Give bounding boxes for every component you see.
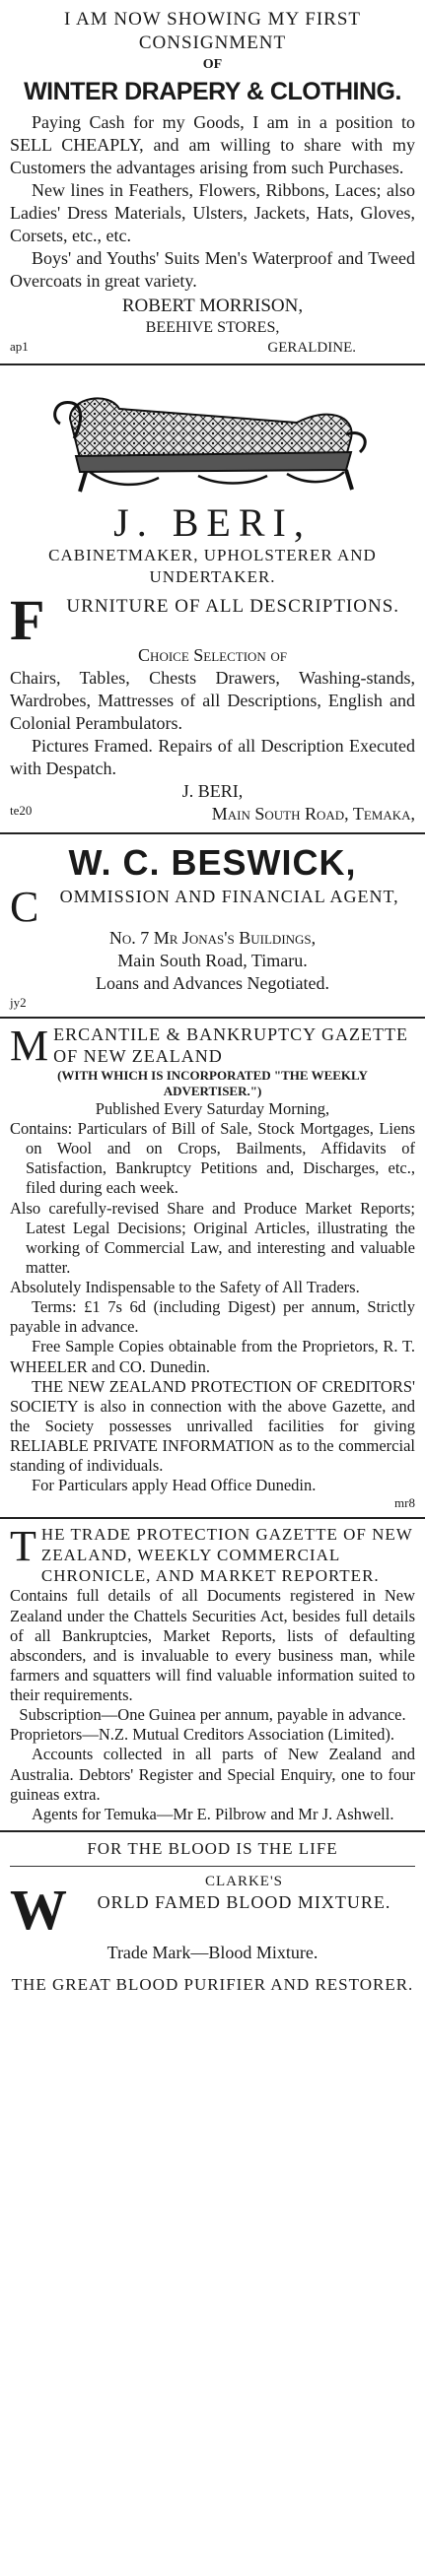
beri-sig: J. BERI, xyxy=(181,781,244,802)
ad1-para1: Paying Cash for my Goods, I am in a position to SELL CHEAPLY, and am willing to share with my Customers the advantages arising from such Purchases. xyxy=(10,111,415,177)
clarkes-world: ORLD FAMED BLOOD MIXTURE. xyxy=(97,1891,391,1912)
morrison-ad xyxy=(0,0,425,358)
ad1-line1: I AM NOW SHOWING MY FIRST xyxy=(63,9,362,30)
ad1-line3: OF xyxy=(202,56,223,72)
clarkes-great: THE GREAT BLOOD PURIFIER AND RESTORER. xyxy=(11,1974,414,1994)
ad1-place: GERALDINE. xyxy=(267,339,356,356)
divider xyxy=(0,363,425,365)
ad1-key: ap1 xyxy=(10,338,29,354)
clarkes-name: CLARKE'S xyxy=(204,1873,284,1889)
mercantile-dropcap: M xyxy=(10,1022,49,1071)
ad1-stores: BEEHIVE STORES, xyxy=(145,319,280,337)
trade-agents: Agents for Temuka—Mr E. Pilbrow and Mr J. Ashwell. xyxy=(32,1804,394,1823)
beswick-addr2: Main South Road, Timaru. xyxy=(117,950,308,970)
mercantile-particulars: For Particulars apply Head Office Dunedin. xyxy=(32,1476,317,1495)
beswick-addr1: No. 7 Mr Jonas's Buildings, xyxy=(108,927,317,948)
beri-footer xyxy=(10,803,415,826)
sofa-icon xyxy=(50,379,376,497)
mercantile-ad xyxy=(0,1024,425,1511)
ad1-para2: New lines in Feathers, Flowers, Ribbons, Laces; also Ladies' Dress Materials, Ulsters, Jackets, Hats, Gloves, Corsets, etc., etc. xyxy=(10,179,415,245)
mercantile-published: Published Every Saturday Morning, xyxy=(95,1098,330,1118)
trade-head: HE TRADE PROTECTION GAZETTE OF NEW ZEALAND, WEEKLY COMMERCIAL CHRONICLE, AND MARKET REPORTER. xyxy=(40,1525,413,1585)
ad1-line2: CONSIGNMENT xyxy=(138,33,287,54)
divider xyxy=(0,1017,425,1019)
beri-ad xyxy=(0,371,425,826)
beswick-name: W. C. BESWICK, xyxy=(68,841,357,883)
beri-key: te20 xyxy=(10,803,33,819)
beswick-dropcap: C xyxy=(10,882,39,931)
mercantile-head-block xyxy=(10,1022,415,1071)
sofa-illustration xyxy=(10,371,415,501)
mercantile-key: mr8 xyxy=(394,1495,415,1511)
clarkes-title-block xyxy=(10,1873,415,1942)
beri-trade: CABINETMAKER, UPHOLSTERER AND UNDERTAKER. xyxy=(48,545,377,586)
beri-pictures: Pictures Framed. Repairs of all Description Executed with Despatch. xyxy=(10,736,415,779)
trade-head-block xyxy=(10,1522,415,1586)
clarkes-ad xyxy=(0,1838,425,1996)
trade-body: Contains full details of all Documents registered in New Zealand under the Chattels Securities Act, besides full details of all Bankruptcies, Market Reports, lists of defaulting absconders, and is invaluable to every business man, while farmers and squatters will find valuable information suited to their requirements. xyxy=(10,1586,415,1705)
mercantile-absolutely: Absolutely Indispensable to the Safety of All Traders. xyxy=(10,1278,360,1297)
ad1-headline: WINTER DRAPERY & CLOTHING. xyxy=(24,77,401,105)
ad1-footer xyxy=(10,339,415,358)
divider xyxy=(10,1866,415,1867)
mercantile-sub: (WITH WHICH IS INCORPORATED "THE WEEKLY ADVERTISER.") xyxy=(57,1068,368,1099)
mercantile-terms: Terms: £1 7s 6d (including Digest) per annum, Strictly payable in advance. xyxy=(10,1297,415,1337)
beri-furniture-block xyxy=(10,588,415,653)
beri-address: Main South Road, Temaka, xyxy=(211,804,415,825)
beswick-loans: Loans and Advances Negotiated. xyxy=(96,972,329,993)
divider xyxy=(0,1830,425,1832)
beswick-key: jy2 xyxy=(10,994,27,1010)
divider xyxy=(0,1517,425,1519)
mercantile-free: Free Sample Copies obtainable from the Proprietors, R. T. WHEELER and CO. Dunedin. xyxy=(10,1337,415,1376)
ad1-name: ROBERT MORRISON, xyxy=(121,295,304,316)
beri-choice: Choice Selection of xyxy=(138,645,287,666)
beri-head: URNITURE OF ALL DESCRIPTIONS. xyxy=(66,596,400,618)
beswick-title-block xyxy=(10,882,415,931)
beswick-title: OMMISSION AND FINANCIAL AGENT, xyxy=(59,886,399,906)
divider xyxy=(0,832,425,834)
trade-accounts: Accounts collected in all parts of New Zealand and Australia. Debtors' Register and Special Enquiry, one to four guineas extra. xyxy=(10,1745,415,1804)
clarkes-dropcap: W xyxy=(10,1877,67,1942)
trade-protection-ad xyxy=(0,1522,425,1824)
beri-name: J. BERI, xyxy=(113,499,312,545)
beri-list: Chairs, Tables, Chests Drawers, Washing-stands, Wardrobes, Mattresses of all Descriptions, English and Colonial Perambulators. xyxy=(10,668,415,734)
mercantile-also: Also carefully-revised Share and Produce Market Reports; Latest Legal Decisions; Original Articles, illustrating the working of Commercial Law, and interesting and valuable matter. xyxy=(10,1198,415,1277)
beri-dropcap: F xyxy=(10,588,45,653)
clarkes-for-blood: FOR THE BLOOD IS THE LIFE xyxy=(87,1838,338,1858)
trade-proprietors: Proprietors—N.Z. Mutual Creditors Association (Limited). xyxy=(10,1725,394,1745)
mercantile-head: ERCANTILE & BANKRUPTCY GAZETTE OF NEW ZEALAND xyxy=(53,1024,408,1067)
mercantile-protection: THE NEW ZEALAND PROTECTION OF CREDITORS' SOCIETY is also in connection with the above Gazette, and the Society possesses unrivalled facilities for giving RELIABLE PRIVATE INFORMATION as to the commercial standing of individuals. xyxy=(10,1376,415,1476)
trade-dropcap: T xyxy=(10,1522,36,1571)
mercantile-contains: Contains: Particulars of Bill of Sale, Stock Mortgages, Liens on Wool and on Crops, Bailments, Affidavits of Satisfaction, Bankruptcy Petitions and, Discharges, etc., filed during each week. xyxy=(10,1119,415,1198)
beswick-ad xyxy=(0,840,425,1012)
ad1-para3: Boys' and Youths' Suits Men's Waterproof and Tweed Overcoats in great variety. xyxy=(10,247,415,291)
trade-subscription: Subscription—One Guinea per annum, payable in advance. xyxy=(19,1705,406,1725)
clarkes-trademark: Trade Mark—Blood Mixture. xyxy=(106,1942,319,1962)
